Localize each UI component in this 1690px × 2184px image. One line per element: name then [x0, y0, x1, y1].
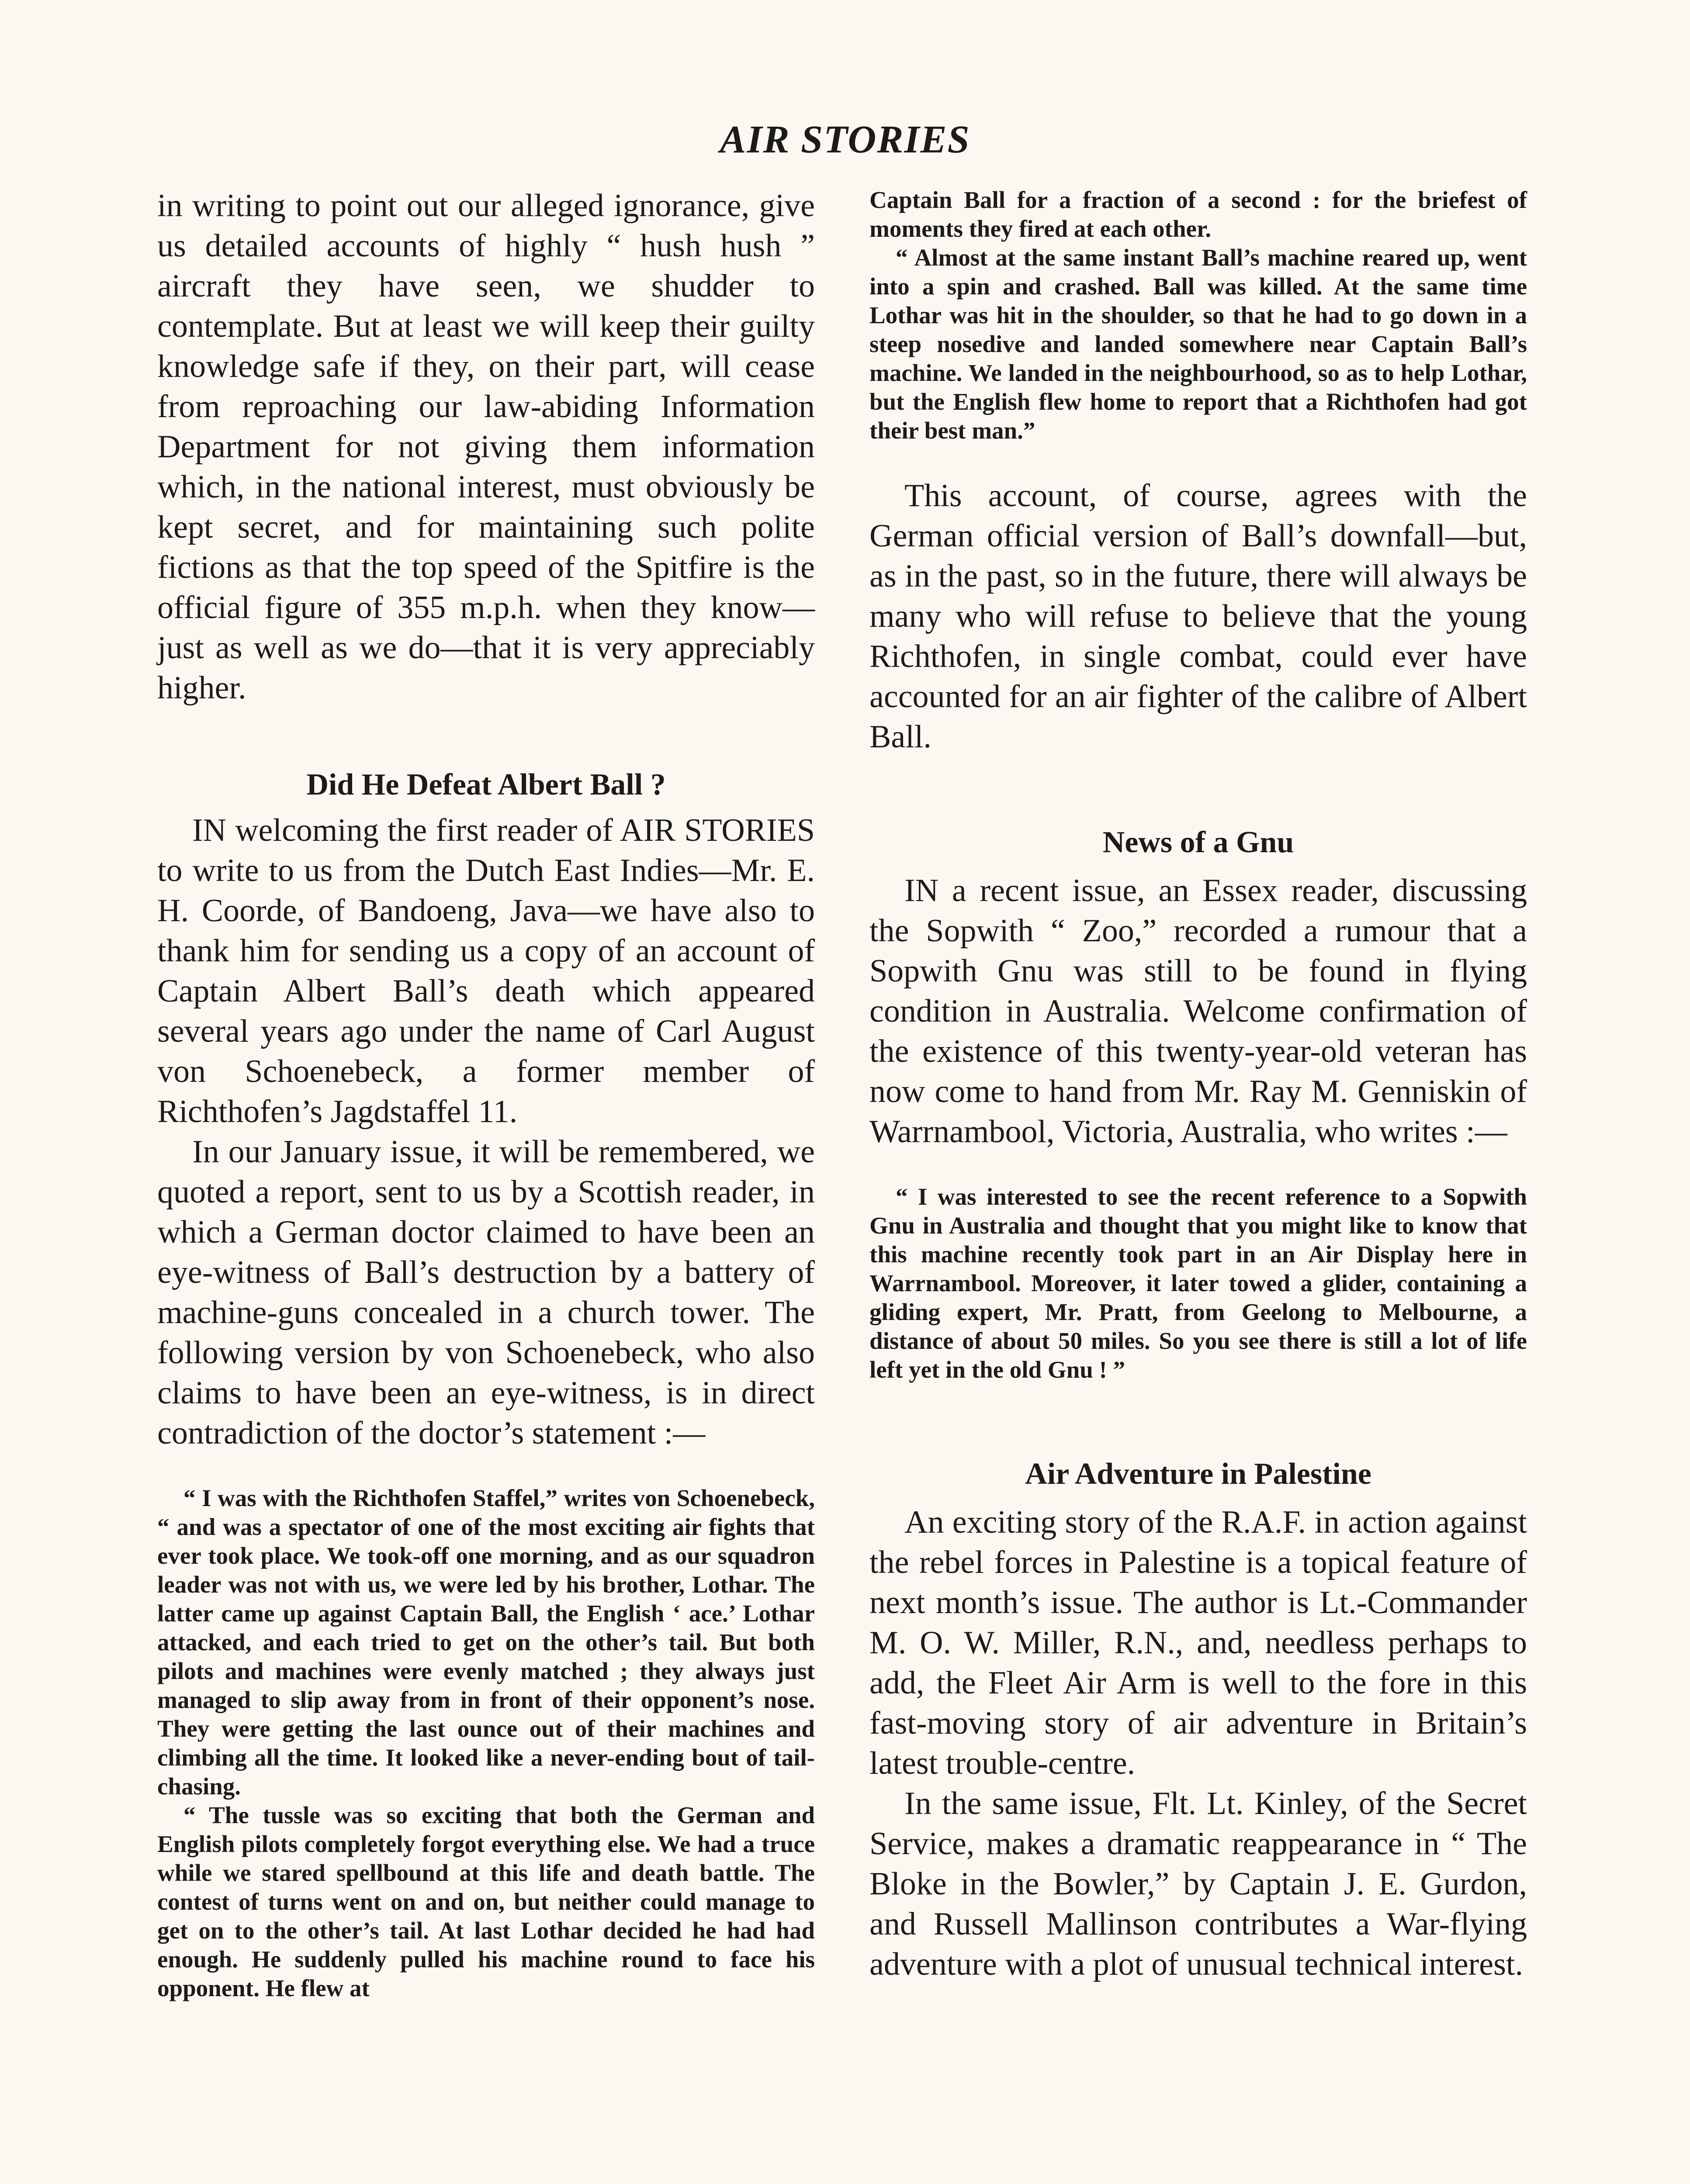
heading-gnu: News of a Gnu	[1102, 826, 1294, 859]
paragraph-coorde-text: IN welcoming the first reader of AIR STORIES to write to us from the Dutch East Indies—Mr. E. H. Coorde, of Bandoeng, Java—we have also to thank him for sending us a copy of an account of Captain Albert Ball’s death which appeared several years ago under the name of Carl August von Schoenebeck, a former member of Richthofen’s Jagdstaffel 11.	[157, 812, 815, 1130]
paragraph-january	[157, 1132, 815, 1453]
quote-genniskin	[869, 1182, 1527, 1384]
heading-albert-ball: Did He Defeat Albert Ball ?	[306, 768, 666, 802]
paragraph-official-version	[869, 476, 1527, 757]
quote-schoenebeck-2-text: “ The tussle was so exciting that both the German and English pilots completely forgot everything else. We had a truce while we stared spellbound at this life and death battle. The contest of turns went on and on, but neither could manage to get on to the other’s tail. At last Lothar decided he had had enough. He suddenly pulled his machine round to face his opponent. He flew at	[157, 1802, 815, 2001]
right-column	[869, 186, 1527, 1984]
paragraph-gnu	[869, 871, 1527, 1152]
quote-schoenebeck-4	[869, 243, 1527, 445]
quote-schoenebeck-3: Captain Ball for a fraction of a second : for the briefest of moments they fired at each other.	[869, 187, 1527, 242]
quote-schoenebeck-1-text: “ I was with the Richthofen Staffel,” writes von Schoenebeck, “ and was a spectator of one of the most exciting air fights that ever took place. We took-off one morning, and as our squadron leader was not with us, we were led by his brother, Lothar. The latter came up against Captain Ball, the English ‘ ace.’ Lothar attacked, and each tried to get on the other’s tail. But both pilots and machines were evenly matched ; they always just managed to slip away from in front of their opponent’s nose. They were getting the last ounce out of their machines and climbing all the time. It looked like a never-ending bout of tail-chasing.	[157, 1485, 815, 1800]
quote-schoenebeck-4-text: “ Almost at the same instant Ball’s machine reared up, went into a spin and crashed. Ball was killed. At the same time Lothar was hit in the shoulder, so that he had to go down in a steep nosedive and landed somewhere near Captain Ball’s machine. We landed in the neighbourhood, so as to help Lothar, but the English flew home to report that a Richthofen had got their best man.”	[869, 244, 1527, 444]
paragraph-palestine	[869, 1502, 1527, 1783]
paragraph-january-text: In our January issue, it will be remembered, we quoted a report, sent to us by a Scottish reader, in which a German doctor claimed to have been an eye-witness of Ball’s destruction by a battery of machine-guns concealed in a church tower. The following version by von Schoenebeck, who also claims to have been an eye-witness, is in direct contradiction of the doctor’s statement :—	[157, 1134, 815, 1451]
quote-schoenebeck-2	[157, 1801, 815, 2003]
running-head: AIR STORIES	[720, 118, 970, 161]
paragraph-gnu-text: IN a recent issue, an Essex reader, discussing the Sopwith “ Zoo,” recorded a rumour that a Sopwith Gnu was still to be found in flying condition in Australia. Welcome confirmation of the existence of this twenty-year-old veteran has now come to hand from Mr. Ray M. Genniskin of Warrnambool, Victoria, Australia, who writes :—	[869, 873, 1527, 1150]
quote-schoenebeck-1	[157, 1484, 815, 1801]
paragraph-kinley-text: In the same issue, Flt. Lt. Kinley, of the Secret Service, makes a dramatic reappearance in “ The Bloke in the Bowler,” by Captain J. E. Gurdon, and Russell Mallinson contributes a War-flying adventure with a plot of unusual technical interest.	[869, 1786, 1527, 1982]
paragraph-palestine-text: An exciting story of the R.A.F. in action against the rebel forces in Palestine is a topical feature of next month’s issue. The author is Lt.-Commander M. O. W. Miller, R.N., and, needless perhaps to add, the Fleet Air Arm is well to the fore in this fast-moving story of air adventure in Britain’s latest trouble-centre.	[869, 1504, 1527, 1781]
paragraph-coorde	[157, 810, 815, 1132]
heading-palestine: Air Adventure in Palestine	[1025, 1457, 1371, 1491]
left-column	[157, 186, 815, 2003]
paragraph-kinley	[869, 1783, 1527, 1984]
paragraph-official-version-text: This account, of course, agrees with the German official version of Ball’s downfall—but, as in the past, so in the future, there will always be many who will refuse to believe that the young Richthofen, in single combat, could ever have accounted for an air fighter of the calibre of Albert Ball.	[869, 478, 1527, 755]
paragraph-spitfire: in writing to point out our alleged ignorance, give us detailed accounts of highly “ hush hush ” aircraft they have seen, we shudder to contemplate. But at least we will keep their guilty knowledge safe if they, on their part, will cease from reproaching our law-abiding Information Department for not giving them information which, in the national interest, must obviously be kept secret, and for maintaining such polite fictions as that the top speed of the Spitfire is the official figure of 355 m.p.h. when they know—just as well as we do—that it is very appreciably higher.	[157, 188, 815, 706]
quote-genniskin-text: “ I was interested to see the recent reference to a Sopwith Gnu in Australia and thought that you might like to know that this machine recently took part in an Air Display here in Warrnambool. Moreover, it later towed a glider, containing a gliding expert, Mr. Pratt, from Geelong to Melbourne, a distance of about 50 miles. So you see there is still a lot of life left yet in the old Gnu ! ”	[869, 1183, 1527, 1383]
